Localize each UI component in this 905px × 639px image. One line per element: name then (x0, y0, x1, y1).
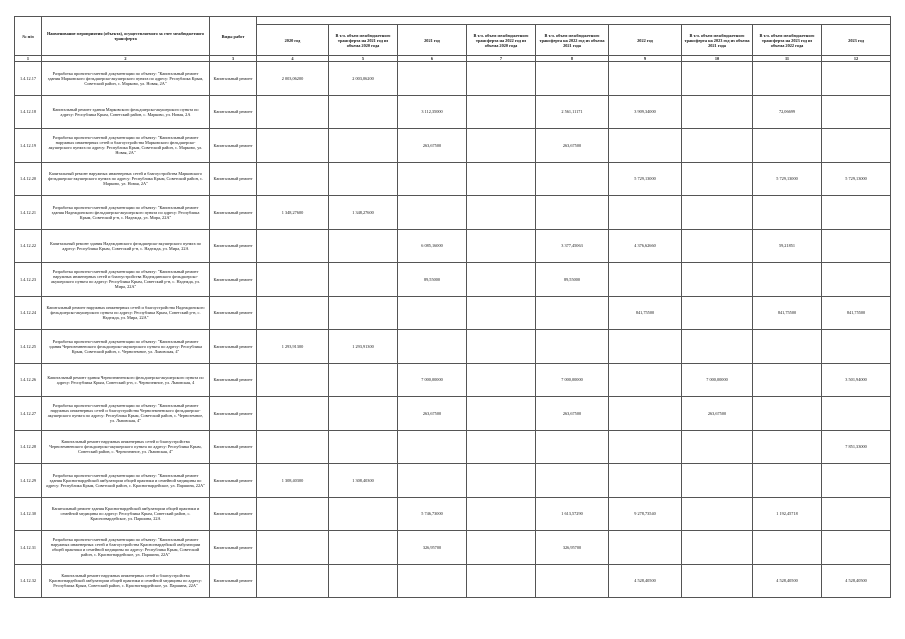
row-work-type: Капитальный ремонт (210, 229, 257, 263)
row-code: 1.4.12.28 (15, 430, 42, 464)
value-2021-from-2020 (329, 531, 398, 565)
value-2023 (822, 464, 891, 498)
value-2023-from-2022: 59,21851 (753, 229, 822, 263)
row-code: 1.4.12.25 (15, 330, 42, 364)
value-2021-from-2020: 1 293,91300 (329, 330, 398, 364)
value-2022: 4 376,62660 (609, 229, 682, 263)
value-2022-from-2020 (467, 62, 536, 96)
value-2022-from-2021 (536, 162, 609, 196)
row-name: Разработка проектно-сметной документации по объекту: "Капитальный ремонт наружных инженерных сетей и благоустройства Черноземненского фельдшерско-акушерского пункта по адресу: Республика Крым, Советский район, с. Черноземное, ул. Львовская, 4" (42, 397, 210, 431)
column-number: 3 (210, 56, 257, 62)
value-2023-from-2022: 5 729,13000 (753, 162, 822, 196)
value-2020 (257, 363, 329, 397)
value-2021: 5 746,73000 (398, 497, 467, 531)
value-2023 (822, 62, 891, 96)
table-row (15, 397, 891, 431)
value-2022 (609, 531, 682, 565)
table-row (15, 62, 891, 96)
value-2022 (609, 196, 682, 230)
value-2022-from-2021: 326,95700 (536, 531, 609, 565)
value-2021 (398, 430, 467, 464)
row-name: Капитальный ремонт наружных инженерных сетей и благоустройства Черноземненского фельдшерско-акушерского пункта по адресу: Республика Крым, Советский район, с. Черноземное, ул. Львовская, 4" (42, 430, 210, 464)
value-2023-from-2022 (753, 464, 822, 498)
row-name: Разработка проектно-сметной документации по объекту: "Капитальный ремонт наружных инженерных сетей и благоустройства Марковского фельдшерско-акушерского пункта по адресу: Республика Крым, Советский район, с. Марково, ул. Новая, 2А" (42, 129, 210, 163)
value-2023-from-2021 (682, 196, 753, 230)
row-code: 1.4.12.27 (15, 397, 42, 431)
row-work-type: Капитальный ремонт (210, 129, 257, 163)
value-2021-from-2020: 1 348,27600 (329, 196, 398, 230)
row-work-type: Капитальный ремонт (210, 363, 257, 397)
value-2021-from-2020: 2 003,06200 (329, 62, 398, 96)
value-2023-from-2021 (682, 497, 753, 531)
row-name: Разработка проектно-сметной документации по объекту: "Капитальный ремонт наружных инженерных сетей и благоустройства Красногвардейской амбулатории общей практики и семейной медицины по адресу: Республика Крым, Советский район, с. Красногвардейское, ул. Паршина, 22А" (42, 531, 210, 565)
value-2022-from-2021 (536, 296, 609, 330)
value-2023-from-2021 (682, 229, 753, 263)
value-2022-from-2021: 263,67500 (536, 397, 609, 431)
row-code: 1.4.12.20 (15, 162, 42, 196)
row-code: 1.4.12.26 (15, 363, 42, 397)
value-2023-from-2022 (753, 531, 822, 565)
value-2022: 5 729,13000 (609, 162, 682, 196)
value-2023 (822, 497, 891, 531)
table-row (15, 430, 891, 464)
value-2023-from-2022 (753, 397, 822, 431)
value-2022-from-2020 (467, 363, 536, 397)
value-2022: 4 528,40500 (609, 564, 682, 598)
value-2023-from-2022: 4 528,40500 (753, 564, 822, 598)
value-2021-from-2020 (329, 430, 398, 464)
value-2021-from-2020 (329, 263, 398, 297)
value-2021 (398, 564, 467, 598)
column-number: 5 (329, 56, 398, 62)
header-cell-name: Наименование мероприятия (объекта), осуществляемого за счет межбюджетного трансферта (42, 17, 210, 56)
table-row (15, 162, 891, 196)
value-2021 (398, 196, 467, 230)
value-2020 (257, 564, 329, 598)
row-name: Капитальный ремонт здания Надеждинского фельдшерско-акушерского пункта по адресу: Республика Крым, Советский р-н, с. Надежда, ул. Мира, 22А (42, 229, 210, 263)
value-2023-from-2022 (753, 363, 822, 397)
row-name: Капитальный ремонт здания Черноземненского фельдшерско-акушерского пункта по адресу: Республика Крым, Советский р-н, с. Черноземное, ул. Львовская, 4 (42, 363, 210, 397)
row-code: 1.4.12.19 (15, 129, 42, 163)
value-2023-from-2021: 7 000,00000 (682, 363, 753, 397)
value-2023-from-2021 (682, 263, 753, 297)
table-row (15, 330, 891, 364)
value-2022-from-2021: 89,55000 (536, 263, 609, 297)
header-cell-2023: 2023 год (822, 25, 891, 56)
row-work-type: Капитальный ремонт (210, 397, 257, 431)
value-2022-from-2020 (467, 531, 536, 565)
value-2020: 1 348,27600 (257, 196, 329, 230)
value-2022-from-2021 (536, 430, 609, 464)
value-2023-from-2022 (753, 196, 822, 230)
table-row (15, 95, 891, 129)
value-2022-from-2020 (467, 464, 536, 498)
row-name: Разработка проектно-сметной документации по объекту: "Капитальный ремонт здания Надеждинского фельдшерско-акушерского пункта по адресу: Республика Крым, Советский р-н, с. Надежда, ул. Мира, 22А" (42, 196, 210, 230)
value-2020 (257, 229, 329, 263)
column-number: 10 (682, 56, 753, 62)
row-name: Разработка проектно-сметной документации по объекту: "Капитальный ремонт здания Марковского фельдшерско-акушерского пункта по адресу: Республика Крым, Советский район, с. Марково, ул. Новая, 2А" (42, 62, 210, 96)
value-2023-from-2022 (753, 263, 822, 297)
value-2022-from-2020 (467, 162, 536, 196)
value-2021-from-2020 (329, 129, 398, 163)
header-cell-number: № п/п (15, 17, 42, 56)
header-cell-work: Виды работ (210, 17, 257, 56)
row-code: 1.4.12.18 (15, 95, 42, 129)
column-number: 6 (398, 56, 467, 62)
value-2021 (398, 162, 467, 196)
value-2022 (609, 464, 682, 498)
header-cell-2021-from-2020: В т.ч. объем межбюджетного трансферта на 2021 год из объема 2020 года (329, 25, 398, 56)
row-work-type: Капитальный ремонт (210, 95, 257, 129)
value-2023-from-2021 (682, 564, 753, 598)
row-work-type: Капитальный ремонт (210, 430, 257, 464)
value-2022-from-2021 (536, 464, 609, 498)
value-2023-from-2021 (682, 464, 753, 498)
value-2020 (257, 430, 329, 464)
value-2023 (822, 196, 891, 230)
row-work-type: Капитальный ремонт (210, 497, 257, 531)
value-2022-from-2020 (467, 564, 536, 598)
table-row (15, 229, 891, 263)
value-2023 (822, 95, 891, 129)
value-2020 (257, 296, 329, 330)
column-number: 9 (609, 56, 682, 62)
value-2023-from-2021 (682, 296, 753, 330)
value-2022-from-2020 (467, 129, 536, 163)
value-2021: 326,95700 (398, 531, 467, 565)
value-2020 (257, 95, 329, 129)
row-name: Капитальный ремонт наружных инженерных сетей и благоустройства Надеждинского фельдшерско-акушерского пункта по адресу: Республика Крым, Советский р-н, с. Надежда, ул. Мира, 22А" (42, 296, 210, 330)
value-2022-from-2020 (467, 95, 536, 129)
value-2023: 4 528,40500 (822, 564, 891, 598)
value-2023 (822, 531, 891, 565)
value-2021 (398, 330, 467, 364)
value-2021: 7 000,00000 (398, 363, 467, 397)
value-2023: 3 501,94000 (822, 363, 891, 397)
value-2020: 1 308,40300 (257, 464, 329, 498)
header-cell-2020: 2020 год (257, 25, 329, 56)
value-2022-from-2021: 2 561,11171 (536, 95, 609, 129)
value-2023-from-2022 (753, 62, 822, 96)
value-2022 (609, 430, 682, 464)
value-2022 (609, 363, 682, 397)
row-name: Разработка проектно-сметной документации по объекту: "Капитальный ремонт здания Черноземненского фельдшерско-акушерского пункта по адресу: Республика Крым, Советский район, с. Черноземное, ул. Львовская, 4" (42, 330, 210, 364)
value-2021: 263,67500 (398, 397, 467, 431)
value-2023: 5 729,13000 (822, 162, 891, 196)
value-2023-from-2021 (682, 129, 753, 163)
value-2021-from-2020 (329, 229, 398, 263)
column-number: 8 (536, 56, 609, 62)
header-cell-2023-from-2022: В т.ч. объем межбюджетного трансферта на 2023 год из объема 2022 года (753, 25, 822, 56)
row-work-type: Капитальный ремонт (210, 564, 257, 598)
value-2022-from-2020 (467, 196, 536, 230)
column-number: 7 (467, 56, 536, 62)
row-name: Капитальный ремонт наружных инженерных сетей и благоустройства Марковского фельдшерско-акушерского пункта по адресу: Республика Крым, Советский район, с. Марково, ул. Новая, 2А" (42, 162, 210, 196)
value-2021: 89,55000 (398, 263, 467, 297)
column-number: 12 (822, 56, 891, 62)
value-2023 (822, 229, 891, 263)
row-name: Капитальный ремонт здания Красногвардейской амбулатории общей практики и семейной медицины по адресу: Республика Крым, Советский район, с. Красногвардейское, ул. Паршина, 22А (42, 497, 210, 531)
document-sheet (14, 16, 890, 598)
value-2022-from-2021 (536, 62, 609, 96)
value-2023 (822, 129, 891, 163)
value-2022 (609, 263, 682, 297)
value-2023: 841,75500 (822, 296, 891, 330)
row-name: Разработка проектно-сметной документации по объекту: "Капитальный ремонт здания Красногвардейской амбулатории общей практики и семейной медицины по адресу: Республика Крым, Советский район, с. Красногвардейское, ул. Паршина, 22А" (42, 464, 210, 498)
value-2023-from-2021 (682, 95, 753, 129)
column-number: 4 (257, 56, 329, 62)
value-2022-from-2021: 3 377,45063 (536, 229, 609, 263)
value-2023 (822, 330, 891, 364)
value-2021-from-2020: 1 308,40300 (329, 464, 398, 498)
value-2021-from-2020 (329, 95, 398, 129)
row-code: 1.4.12.29 (15, 464, 42, 498)
value-2020 (257, 162, 329, 196)
row-work-type: Капитальный ремонт (210, 263, 257, 297)
value-2022: 9 278,73540 (609, 497, 682, 531)
column-number: 11 (753, 56, 822, 62)
row-code: 1.4.12.32 (15, 564, 42, 598)
table-row (15, 497, 891, 531)
value-2023-from-2022 (753, 129, 822, 163)
value-2021: 3 112,35000 (398, 95, 467, 129)
header-spanner (257, 17, 891, 25)
value-2023-from-2021 (682, 330, 753, 364)
value-2022-from-2021: 263,67500 (536, 129, 609, 163)
row-work-type: Капитальный ремонт (210, 162, 257, 196)
header-cell-2022-from-2021: В т.ч. объем межбюджетного трансферта на 2022 год из объема 2021 года (536, 25, 609, 56)
value-2023-from-2021 (682, 162, 753, 196)
row-code: 1.4.12.21 (15, 196, 42, 230)
value-2022-from-2020 (467, 263, 536, 297)
value-2022 (609, 330, 682, 364)
value-2021: 263,67500 (398, 129, 467, 163)
value-2020 (257, 397, 329, 431)
value-2023-from-2022 (753, 430, 822, 464)
value-2021-from-2020 (329, 162, 398, 196)
table-row (15, 564, 891, 598)
value-2022 (609, 129, 682, 163)
value-2021-from-2020 (329, 296, 398, 330)
row-work-type: Капитальный ремонт (210, 62, 257, 96)
row-work-type: Капитальный ремонт (210, 464, 257, 498)
row-code: 1.4.12.31 (15, 531, 42, 565)
value-2022-from-2020 (467, 229, 536, 263)
header-top-row (15, 17, 891, 25)
value-2021-from-2020 (329, 363, 398, 397)
value-2023-from-2021 (682, 430, 753, 464)
row-code: 1.4.12.30 (15, 497, 42, 531)
value-2022-from-2021 (536, 196, 609, 230)
value-2022: 841,75500 (609, 296, 682, 330)
value-2023-from-2021 (682, 531, 753, 565)
value-2023 (822, 263, 891, 297)
value-2023 (822, 397, 891, 431)
value-2022-from-2020 (467, 330, 536, 364)
value-2020: 2 003,06200 (257, 62, 329, 96)
value-2022-from-2020 (467, 296, 536, 330)
value-2022-from-2020 (467, 497, 536, 531)
table-row (15, 263, 891, 297)
row-name: Разработка проектно-сметной документации по объекту: "Капитальный ремонт наружных инженерных сетей и благоустройства Надеждинского фельдшерско-акушерского пункта по адресу: Республика Крым, Советский р-н, с. Надежда, ул. Мира, 22А" (42, 263, 210, 297)
value-2023-from-2022: 841,75500 (753, 296, 822, 330)
row-code: 1.4.12.22 (15, 229, 42, 263)
value-2021 (398, 62, 467, 96)
value-2022-from-2021: 7 000,00000 (536, 363, 609, 397)
value-2020 (257, 263, 329, 297)
header-cell-2021: 2021 год (398, 25, 467, 56)
row-code: 1.4.12.24 (15, 296, 42, 330)
row-name: Капитальный ремонт здания Марковского фельдшерско-акушерского пункта по адресу: Республика Крым, Советский район, с. Марково, ул. Новая, 2А (42, 95, 210, 129)
value-2021-from-2020 (329, 497, 398, 531)
column-number: 2 (42, 56, 210, 62)
value-2020 (257, 531, 329, 565)
column-number: 1 (15, 56, 42, 62)
value-2022 (609, 62, 682, 96)
value-2023-from-2022: 72,06699 (753, 95, 822, 129)
value-2023-from-2022: 1 192,45718 (753, 497, 822, 531)
value-2021 (398, 296, 467, 330)
value-2023-from-2022 (753, 330, 822, 364)
table-row (15, 363, 891, 397)
table-row (15, 196, 891, 230)
row-work-type: Капитальный ремонт (210, 330, 257, 364)
table-row (15, 129, 891, 163)
row-work-type: Капитальный ремонт (210, 196, 257, 230)
value-2020 (257, 129, 329, 163)
value-2022-from-2020 (467, 397, 536, 431)
table-row (15, 531, 891, 565)
row-name: Капитальный ремонт наружных инженерных сетей и благоустройства Красногвардейской амбулатории общей практики и семейной медицины по адресу: Республика Крым, Советский район, с. Красногвардейское, ул. Паршина, 22А" (42, 564, 210, 598)
row-work-type: Капитальный ремонт (210, 296, 257, 330)
value-2022-from-2021: 1 613,57290 (536, 497, 609, 531)
value-2020 (257, 497, 329, 531)
value-2021 (398, 464, 467, 498)
value-2021: 6 085,16000 (398, 229, 467, 263)
header-cell-2023-from-2021: В т.ч. объем межбюджетного трансферта на 2023 год из объема 2021 года (682, 25, 753, 56)
value-2023: 7 851,33000 (822, 430, 891, 464)
value-2022 (609, 397, 682, 431)
value-2022-from-2021 (536, 564, 609, 598)
table-row (15, 464, 891, 498)
value-2020: 1 293,91300 (257, 330, 329, 364)
table-row (15, 296, 891, 330)
value-2022-from-2021 (536, 330, 609, 364)
header-cell-2022-from-2020: В т.ч. объем межбюджетного трансферта на 2022 год из объема 2020 года (467, 25, 536, 56)
value-2023-from-2021 (682, 62, 753, 96)
row-code: 1.4.12.23 (15, 263, 42, 297)
value-2021-from-2020 (329, 564, 398, 598)
value-2021-from-2020 (329, 397, 398, 431)
value-2023-from-2021: 263,67500 (682, 397, 753, 431)
value-2022-from-2020 (467, 430, 536, 464)
row-work-type: Капитальный ремонт (210, 531, 257, 565)
header-cell-2022: 2022 год (609, 25, 682, 56)
row-code: 1.4.12.17 (15, 62, 42, 96)
transfer-table (14, 16, 891, 598)
value-2022: 3 909,34000 (609, 95, 682, 129)
